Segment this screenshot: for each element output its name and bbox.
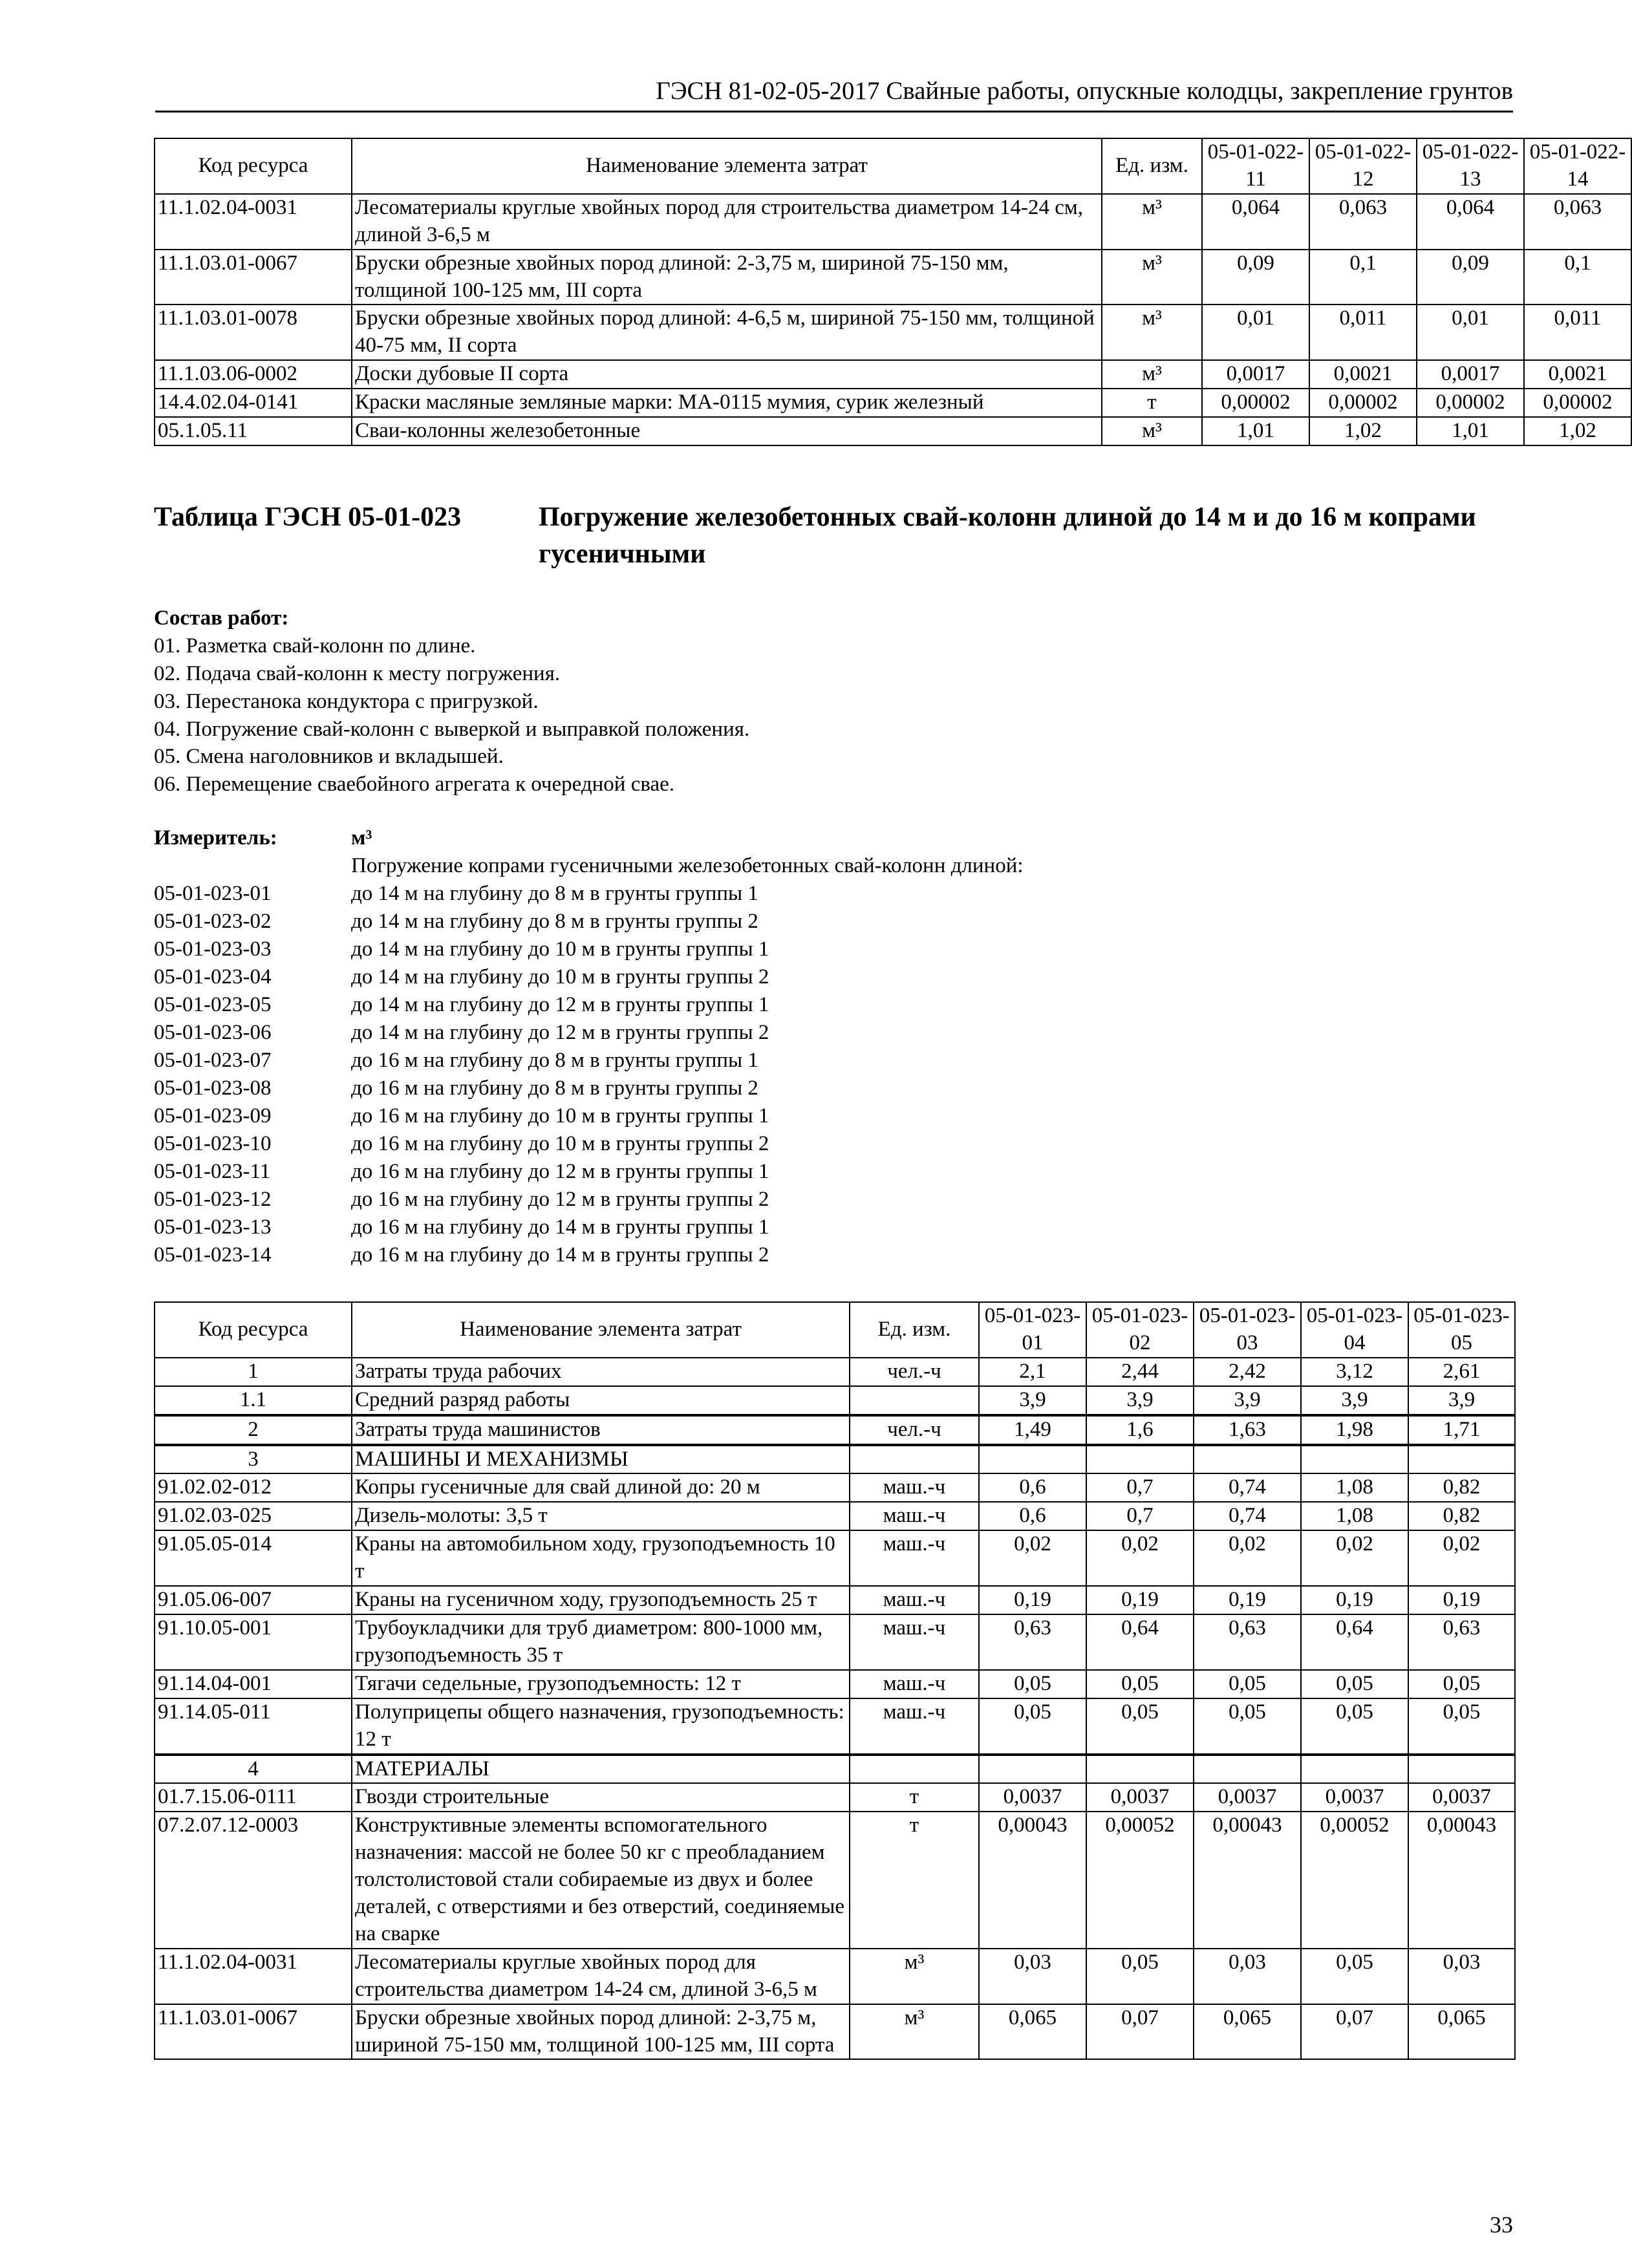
resource-name-cell: Лесоматериалы круглые хвойных пород для строительства диаметром 14-24 см, длиной 3-6,5 м bbox=[352, 1949, 850, 2004]
resource-code-cell: 11.1.03.06-0002 bbox=[155, 360, 352, 389]
resource-name-cell: МАТЕРИАЛЫ bbox=[352, 1755, 850, 1784]
resource-name-cell: Краны на автомобильном ходу, грузоподъемность 10 т bbox=[352, 1530, 850, 1586]
table-row bbox=[155, 250, 1631, 305]
value-cell: 1,63 bbox=[1194, 1415, 1301, 1445]
value-cell bbox=[1408, 1445, 1515, 1474]
column-header: 05-01-022-11 bbox=[1202, 138, 1309, 194]
unit-cell: м³ bbox=[1102, 305, 1202, 360]
value-cell: 0,82 bbox=[1408, 1502, 1515, 1530]
value-cell: 2,44 bbox=[1086, 1358, 1194, 1386]
meter-item-text: до 14 м на глубину до 12 м в грунты группы 2 bbox=[351, 1021, 769, 1044]
meter-item-code: 05-01-023-09 bbox=[154, 1104, 272, 1128]
meter-item bbox=[154, 908, 1512, 936]
unit-cell: маш.-ч bbox=[850, 1530, 979, 1586]
value-cell: 0,00002 bbox=[1524, 389, 1631, 417]
value-cell: 2,1 bbox=[979, 1358, 1086, 1386]
resource-name-cell: Сваи-колонны железобетонные bbox=[352, 417, 1102, 445]
meter-item-text: до 14 м на глубину до 10 м в грунты группы 2 bbox=[351, 965, 769, 989]
value-cell bbox=[1086, 1755, 1194, 1784]
value-cell: 0,03 bbox=[979, 1949, 1086, 2004]
value-cell: 2,42 bbox=[1194, 1358, 1301, 1386]
meter-item-code: 05-01-023-05 bbox=[154, 993, 272, 1016]
table-row bbox=[155, 360, 1631, 389]
value-cell: 1,08 bbox=[1301, 1502, 1408, 1530]
meter-item-text: до 16 м на глубину до 10 м в грунты группы 1 bbox=[351, 1104, 769, 1128]
works-item: 06. Перемещение сваебойного агрегата к очередной свае. bbox=[154, 773, 675, 797]
resource-name-cell: Дизель-молоты: 3,5 т bbox=[352, 1502, 850, 1530]
works-item: 01. Разметка свай-колонн по длине. bbox=[154, 634, 476, 658]
unit-cell: м³ bbox=[1102, 360, 1202, 389]
unit-cell: т bbox=[850, 1812, 979, 1949]
value-cell: 0,02 bbox=[1194, 1530, 1301, 1586]
value-cell bbox=[1086, 1445, 1194, 1474]
value-cell: 0,05 bbox=[1194, 1670, 1301, 1698]
meter-item bbox=[154, 1130, 1512, 1158]
value-cell: 0,63 bbox=[1194, 1614, 1301, 1670]
value-cell: 0,19 bbox=[1301, 1586, 1408, 1614]
value-cell: 1,02 bbox=[1309, 417, 1417, 445]
meter-item-text: до 16 м на глубину до 8 м в грунты группы 2 bbox=[351, 1076, 758, 1100]
meter-item-text: до 16 м на глубину до 12 м в грунты группы 1 bbox=[351, 1160, 769, 1183]
resource-name-cell: Затраты труда машинистов bbox=[352, 1415, 850, 1445]
unit-cell: м³ bbox=[1102, 417, 1202, 445]
meter-item-code: 05-01-023-08 bbox=[154, 1076, 272, 1100]
resource-code-cell: 05.1.05.11 bbox=[155, 417, 352, 445]
value-cell: 0,063 bbox=[1524, 194, 1631, 250]
value-cell: 0,19 bbox=[1086, 1586, 1194, 1614]
meter-item-code: 05-01-023-01 bbox=[154, 882, 272, 905]
value-cell: 0,05 bbox=[1086, 1949, 1194, 2004]
table-row bbox=[155, 389, 1631, 417]
table-number: Таблица ГЭСН 05-01-023 bbox=[154, 502, 462, 532]
column-header: Ед. изм. bbox=[1102, 138, 1202, 194]
resource-name-cell: Бруски обрезные хвойных пород длиной: 4-6,5 м, шириной 75-150 мм, толщиной 40-75 мм, II сорта bbox=[352, 305, 1102, 360]
meter-item-code: 05-01-023-10 bbox=[154, 1132, 272, 1155]
value-cell: 0,065 bbox=[979, 2004, 1086, 2060]
column-header: 05-01-023-04 bbox=[1301, 1302, 1408, 1358]
value-cell: 0,7 bbox=[1086, 1502, 1194, 1530]
meter-item-code: 05-01-023-03 bbox=[154, 937, 272, 961]
resource-code-cell: 4 bbox=[155, 1755, 352, 1784]
resource-code-cell: 14.4.02.04-0141 bbox=[155, 389, 352, 417]
unit-cell: м³ bbox=[1102, 194, 1202, 250]
value-cell bbox=[1194, 1755, 1301, 1784]
resource-code-cell: 2 bbox=[155, 1415, 352, 1445]
value-cell: 0,19 bbox=[1408, 1586, 1515, 1614]
value-cell: 3,9 bbox=[1086, 1386, 1194, 1415]
value-cell: 0,03 bbox=[1194, 1949, 1301, 2004]
value-cell: 1,08 bbox=[1301, 1473, 1408, 1502]
resource-name-cell: Доски дубовые II сорта bbox=[352, 360, 1102, 389]
value-cell: 3,9 bbox=[1194, 1386, 1301, 1415]
unit-cell: т bbox=[850, 1783, 979, 1812]
value-cell: 0,00002 bbox=[1417, 389, 1524, 417]
table-row bbox=[155, 1358, 1515, 1386]
value-cell: 0,00052 bbox=[1301, 1812, 1408, 1949]
value-cell bbox=[1194, 1445, 1301, 1474]
value-cell: 0,064 bbox=[1202, 194, 1309, 250]
value-cell: 0,19 bbox=[1194, 1586, 1301, 1614]
resource-name-cell: Бруски обрезные хвойных пород длиной: 2-3,75 м, шириной 75-150 мм, толщиной 100-125 мм, III сорта bbox=[352, 250, 1102, 305]
meter-item-text: до 16 м на глубину до 14 м в грунты группы 2 bbox=[351, 1243, 769, 1267]
table-row bbox=[155, 1698, 1515, 1755]
value-cell: 0,07 bbox=[1086, 2004, 1194, 2060]
meter-block bbox=[154, 824, 1512, 1269]
value-cell: 0,0021 bbox=[1524, 360, 1631, 389]
resource-name-cell: Тягачи седельные, грузоподъемность: 12 т bbox=[352, 1670, 850, 1698]
table-row bbox=[155, 1586, 1515, 1614]
value-cell: 0,00002 bbox=[1202, 389, 1309, 417]
resource-name-cell: МАШИНЫ И МЕХАНИЗМЫ bbox=[352, 1445, 850, 1474]
meter-item bbox=[154, 1241, 1512, 1269]
value-cell: 0,064 bbox=[1417, 194, 1524, 250]
resource-name-cell: Трубоукладчики для труб диаметром: 800-1000 мм, грузоподъемность 35 т bbox=[352, 1614, 850, 1670]
value-cell: 0,063 bbox=[1309, 194, 1417, 250]
value-cell bbox=[1301, 1445, 1408, 1474]
value-cell: 0,64 bbox=[1086, 1614, 1194, 1670]
value-cell: 0,05 bbox=[979, 1670, 1086, 1698]
column-header: 05-01-023-05 bbox=[1408, 1302, 1515, 1358]
value-cell: 0,0017 bbox=[1202, 360, 1309, 389]
value-cell: 0,05 bbox=[979, 1698, 1086, 1755]
value-cell: 0,0037 bbox=[1086, 1783, 1194, 1812]
value-cell: 0,19 bbox=[979, 1586, 1086, 1614]
value-cell: 3,9 bbox=[1301, 1386, 1408, 1415]
value-cell: 3,9 bbox=[1408, 1386, 1515, 1415]
table-header-row bbox=[155, 1302, 1515, 1358]
resource-code-cell: 07.2.07.12-0003 bbox=[155, 1812, 352, 1949]
meter-item-text: до 14 м на глубину до 10 м в грунты группы 1 bbox=[351, 937, 769, 961]
meter-item bbox=[154, 1214, 1512, 1241]
meter-item-code: 05-01-023-13 bbox=[154, 1215, 272, 1239]
meter-item-text: до 16 м на глубину до 10 м в грунты группы 2 bbox=[351, 1132, 769, 1155]
value-cell: 0,74 bbox=[1194, 1473, 1301, 1502]
meter-item-code: 05-01-023-06 bbox=[154, 1021, 272, 1044]
unit-cell: т bbox=[1102, 389, 1202, 417]
meter-item bbox=[154, 1158, 1512, 1186]
meter-list bbox=[154, 880, 1512, 1269]
meter-item-code: 05-01-023-04 bbox=[154, 965, 272, 989]
value-cell: 1,01 bbox=[1202, 417, 1309, 445]
works-item: 04. Погружение свай-колонн с выверкой и выправкой положения. bbox=[154, 717, 750, 741]
value-cell: 0,0037 bbox=[1408, 1783, 1515, 1812]
value-cell: 0,0037 bbox=[979, 1783, 1086, 1812]
value-cell: 0,065 bbox=[1408, 2004, 1515, 2060]
value-cell: 0,02 bbox=[1301, 1530, 1408, 1586]
value-cell: 0,05 bbox=[1408, 1698, 1515, 1755]
value-cell: 0,02 bbox=[1086, 1530, 1194, 1586]
value-cell: 0,00002 bbox=[1309, 389, 1417, 417]
column-header: Код ресурса bbox=[155, 1302, 352, 1358]
unit-cell: м³ bbox=[1102, 250, 1202, 305]
resource-code-cell: 11.1.03.01-0078 bbox=[155, 305, 352, 360]
resource-name-cell: Копры гусеничные для свай длиной до: 20 м bbox=[352, 1473, 850, 1502]
meter-item-code: 05-01-023-02 bbox=[154, 910, 272, 933]
value-cell: 0,6 bbox=[979, 1473, 1086, 1502]
resource-name-cell: Полуприцепы общего назначения, грузоподъемность: 12 т bbox=[352, 1698, 850, 1755]
value-cell: 0,01 bbox=[1417, 305, 1524, 360]
value-cell: 0,09 bbox=[1202, 250, 1309, 305]
value-cell: 0,02 bbox=[1408, 1530, 1515, 1586]
unit-cell: маш.-ч bbox=[850, 1502, 979, 1530]
column-header: Наименование элемента затрат bbox=[352, 138, 1102, 194]
value-cell: 0,6 bbox=[979, 1502, 1086, 1530]
meter-item bbox=[154, 991, 1512, 1019]
table-row bbox=[155, 194, 1631, 250]
column-header: 05-01-023-01 bbox=[979, 1302, 1086, 1358]
resource-name-cell: Краски масляные земляные марки: МА-0115 мумия, сурик железный bbox=[352, 389, 1102, 417]
value-cell bbox=[1301, 1755, 1408, 1784]
unit-cell: маш.-ч bbox=[850, 1614, 979, 1670]
meter-item bbox=[154, 963, 1512, 991]
meter-item bbox=[154, 936, 1512, 963]
page-number: 33 bbox=[1490, 2212, 1513, 2238]
resource-code-cell: 91.14.05-011 bbox=[155, 1698, 352, 1755]
meter-item-code: 05-01-023-07 bbox=[154, 1049, 272, 1072]
value-cell: 0,0037 bbox=[1194, 1783, 1301, 1812]
value-cell: 0,05 bbox=[1301, 1949, 1408, 2004]
value-cell: 0,82 bbox=[1408, 1473, 1515, 1502]
meter-item bbox=[154, 1047, 1512, 1075]
unit-cell: маш.-ч bbox=[850, 1473, 979, 1502]
meter-item-text: до 14 м на глубину до 8 м в грунты группы 2 bbox=[351, 910, 758, 933]
resource-code-cell: 91.02.02-012 bbox=[155, 1473, 352, 1502]
meter-item bbox=[154, 1186, 1512, 1214]
meter-item-text: до 14 м на глубину до 12 м в грунты группы 1 bbox=[351, 993, 769, 1016]
value-cell: 1,49 bbox=[979, 1415, 1086, 1445]
meter-item-text: до 16 м на глубину до 12 м в грунты группы 2 bbox=[351, 1188, 769, 1211]
unit-cell: маш.-ч bbox=[850, 1670, 979, 1698]
table-body bbox=[155, 1358, 1515, 2060]
works-composition bbox=[154, 604, 1512, 798]
resource-code-cell: 11.1.02.04-0031 bbox=[155, 1949, 352, 2004]
value-cell: 0,05 bbox=[1086, 1698, 1194, 1755]
meter-item-code: 05-01-023-14 bbox=[154, 1243, 272, 1267]
value-cell: 0,05 bbox=[1408, 1670, 1515, 1698]
meter-label: Измеритель: bbox=[154, 826, 277, 850]
unit-cell bbox=[850, 1386, 979, 1415]
meter-item-code: 05-01-023-11 bbox=[154, 1160, 271, 1183]
unit-cell: чел.-ч bbox=[850, 1358, 979, 1386]
value-cell: 3,9 bbox=[979, 1386, 1086, 1415]
resource-name-cell: Бруски обрезные хвойных пород длиной: 2-3,75 м, шириной 75-150 мм, толщиной 100-125 мм, III сорта bbox=[352, 2004, 850, 2060]
meter-item-text: до 14 м на глубину до 8 м в грунты группы 1 bbox=[351, 882, 758, 905]
value-cell: 0,07 bbox=[1301, 2004, 1408, 2060]
resource-code-cell: 91.14.04-001 bbox=[155, 1670, 352, 1698]
cost-table-022 bbox=[154, 138, 1632, 446]
value-cell: 0,00043 bbox=[1408, 1812, 1515, 1949]
resource-code-cell: 3 bbox=[155, 1445, 352, 1474]
value-cell: 0,1 bbox=[1524, 250, 1631, 305]
value-cell: 0,63 bbox=[1408, 1614, 1515, 1670]
value-cell: 1,01 bbox=[1417, 417, 1524, 445]
value-cell: 0,05 bbox=[1086, 1670, 1194, 1698]
value-cell: 0,03 bbox=[1408, 1949, 1515, 2004]
table-row bbox=[155, 305, 1631, 360]
table-header-row bbox=[155, 138, 1631, 194]
unit-cell: м³ bbox=[850, 1949, 979, 2004]
value-cell: 0,011 bbox=[1309, 305, 1417, 360]
unit-cell bbox=[850, 1755, 979, 1784]
table-row bbox=[155, 1530, 1515, 1586]
value-cell: 1,71 bbox=[1408, 1415, 1515, 1445]
resource-name-cell: Средний разряд работы bbox=[352, 1386, 850, 1415]
works-item: 05. Смена наголовников и вкладышей. bbox=[154, 745, 504, 769]
meter-item bbox=[154, 1075, 1512, 1102]
unit-cell: маш.-ч bbox=[850, 1586, 979, 1614]
resource-code-cell: 91.10.05-001 bbox=[155, 1614, 352, 1670]
table-row bbox=[155, 1415, 1515, 1445]
value-cell: 0,00043 bbox=[1194, 1812, 1301, 1949]
value-cell: 0,05 bbox=[1301, 1670, 1408, 1698]
table-row bbox=[155, 1473, 1515, 1502]
value-cell: 0,09 bbox=[1417, 250, 1524, 305]
meter-item bbox=[154, 880, 1512, 908]
resource-code-cell: 91.02.03-025 bbox=[155, 1502, 352, 1530]
table-row bbox=[155, 1670, 1515, 1698]
resource-name-cell: Конструктивные элементы вспомогательного назначения: массой не более 50 кг с преобладанием толстолистовой стали собираемые из двух и более деталей, с отверстиями и без отверстий, соединяемые на сварке bbox=[352, 1812, 850, 1949]
value-cell: 1,98 bbox=[1301, 1415, 1408, 1445]
value-cell: 0,0021 bbox=[1309, 360, 1417, 389]
value-cell: 0,05 bbox=[1301, 1698, 1408, 1755]
table-row bbox=[155, 1614, 1515, 1670]
value-cell: 0,1 bbox=[1309, 250, 1417, 305]
meter-item-code: 05-01-023-12 bbox=[154, 1188, 272, 1211]
resource-code-cell: 01.7.15.06-0111 bbox=[155, 1783, 352, 1812]
resource-code-cell: 11.1.02.04-0031 bbox=[155, 194, 352, 250]
resource-name-cell: Гвозди строительные bbox=[352, 1783, 850, 1812]
meter-unit: м³ bbox=[351, 826, 372, 850]
meter-item bbox=[154, 1102, 1512, 1130]
value-cell: 0,7 bbox=[1086, 1473, 1194, 1502]
cost-table-023 bbox=[154, 1301, 1516, 2060]
works-item: 03. Перестанока кондуктора с пригрузкой. bbox=[154, 689, 539, 713]
column-header: 05-01-022-12 bbox=[1309, 138, 1417, 194]
value-cell: 0,00052 bbox=[1086, 1812, 1194, 1949]
resource-name-cell: Затраты труда рабочих bbox=[352, 1358, 850, 1386]
works-item: 02. Подача свай-колонн к месту погружения. bbox=[154, 661, 561, 685]
value-cell: 0,00043 bbox=[979, 1812, 1086, 1949]
value-cell: 0,01 bbox=[1202, 305, 1309, 360]
works-label: Состав работ: bbox=[154, 606, 289, 630]
value-cell: 1,6 bbox=[1086, 1415, 1194, 1445]
running-header: ГЭСН 81-02-05-2017 Свайные работы, опускные колодцы, закрепление грунтов bbox=[155, 76, 1513, 112]
value-cell: 2,61 bbox=[1408, 1358, 1515, 1386]
unit-cell: маш.-ч bbox=[850, 1698, 979, 1755]
unit-cell: м³ bbox=[850, 2004, 979, 2060]
table-body bbox=[155, 194, 1631, 445]
meter-item-text: до 16 м на глубину до 8 м в грунты группы 1 bbox=[351, 1049, 758, 1072]
unit-cell bbox=[850, 1445, 979, 1474]
works-list bbox=[154, 632, 1512, 798]
table-row bbox=[155, 1812, 1515, 1949]
unit-cell: чел.-ч bbox=[850, 1415, 979, 1445]
value-cell: 0,02 bbox=[979, 1530, 1086, 1586]
value-cell: 0,05 bbox=[1194, 1698, 1301, 1755]
column-header: Код ресурса bbox=[155, 138, 352, 194]
column-header: 05-01-022-14 bbox=[1524, 138, 1631, 194]
table-row bbox=[155, 1445, 1515, 1474]
value-cell: 0,64 bbox=[1301, 1614, 1408, 1670]
table-row bbox=[155, 2004, 1515, 2060]
value-cell: 0,065 bbox=[1194, 2004, 1301, 2060]
resource-code-cell: 11.1.03.01-0067 bbox=[155, 2004, 352, 2060]
meter-item bbox=[154, 1019, 1512, 1047]
value-cell: 0,0017 bbox=[1417, 360, 1524, 389]
table-row bbox=[155, 1386, 1515, 1415]
value-cell: 3,12 bbox=[1301, 1358, 1408, 1386]
table-row bbox=[155, 1949, 1515, 2004]
column-header: 05-01-023-02 bbox=[1086, 1302, 1194, 1358]
value-cell: 0,63 bbox=[979, 1614, 1086, 1670]
table-row bbox=[155, 417, 1631, 445]
meter-intro: Погружение копрами гусеничными железобетонных свай-колонн длиной: bbox=[351, 854, 1024, 877]
resource-name-cell: Краны на гусеничном ходу, грузоподъемность 25 т bbox=[352, 1586, 850, 1614]
value-cell: 0,74 bbox=[1194, 1502, 1301, 1530]
column-header: 05-01-023-03 bbox=[1194, 1302, 1301, 1358]
column-header: 05-01-022-13 bbox=[1417, 138, 1524, 194]
value-cell: 1,02 bbox=[1524, 417, 1631, 445]
resource-code-cell: 1.1 bbox=[155, 1386, 352, 1415]
resource-name-cell: Лесоматериалы круглые хвойных пород для строительства диаметром 14-24 см, длиной 3-6,5 м bbox=[352, 194, 1102, 250]
value-cell: 0,011 bbox=[1524, 305, 1631, 360]
table-row bbox=[155, 1755, 1515, 1784]
resource-code-cell: 11.1.03.01-0067 bbox=[155, 250, 352, 305]
table-row bbox=[155, 1502, 1515, 1530]
resource-code-cell: 1 bbox=[155, 1358, 352, 1386]
column-header: Ед. изм. bbox=[850, 1302, 979, 1358]
table-title: Погружение железобетонных свай-колонн длиной до 14 м и до 16 м копрами гусеничными bbox=[539, 502, 1476, 569]
value-cell bbox=[979, 1755, 1086, 1784]
column-header: Наименование элемента затрат bbox=[352, 1302, 850, 1358]
value-cell: 0,0037 bbox=[1301, 1783, 1408, 1812]
meter-item-text: до 16 м на глубину до 14 м в грунты группы 1 bbox=[351, 1215, 769, 1239]
value-cell bbox=[979, 1445, 1086, 1474]
resource-code-cell: 91.05.05-014 bbox=[155, 1530, 352, 1586]
table-row bbox=[155, 1783, 1515, 1812]
value-cell bbox=[1408, 1755, 1515, 1784]
resource-code-cell: 91.05.06-007 bbox=[155, 1586, 352, 1614]
